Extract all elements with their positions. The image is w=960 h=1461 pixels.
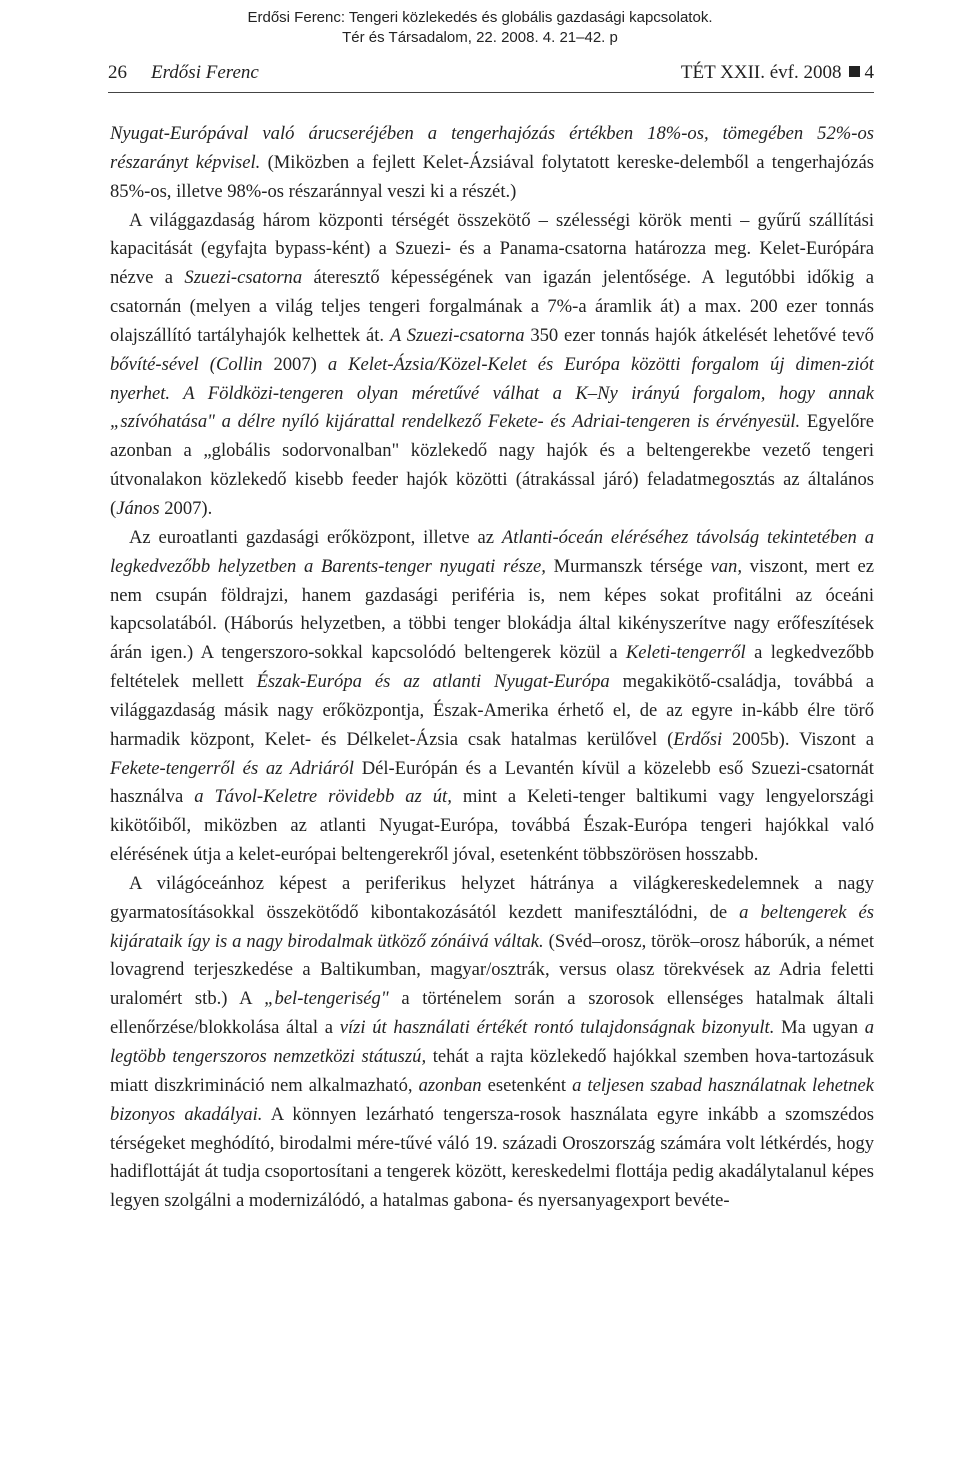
text-run: esetenként	[481, 1074, 573, 1096]
italic-run: János	[116, 497, 160, 519]
text-run: tehát a rajta közlekedő hajókkal szemben hova-tartozásuk miatt diszkrimináció nem alkalmazható,	[110, 1046, 874, 1096]
article-body	[110, 120, 874, 1216]
text-run: mint a Keleti-tenger baltikumi vagy lengyelországi kikötőiből, miközben az atlanti Nyugat-Európa, továbbá Észak-Európa tengeri hajókkal való elérésének útja a kelet-európai beltengerekről jóval, esetenként többszörösen hosszabb.	[110, 786, 875, 866]
text-run: A világgazdaság három központi térségét összekötő – szélességi körök menti – gyűrű szállítási kapacitását (egyfajta bypass-ként) a Szuezi- és a Panama-csatorna határozza meg. Kelet-Európára nézve a	[110, 209, 874, 289]
text-run: a legkedvezőbb feltételek mellett	[110, 642, 874, 693]
paragraph-3	[110, 524, 874, 870]
text-run: Murmanszk térsége	[545, 555, 711, 577]
header-journal: TÉT XXII. évf. 2008	[680, 62, 842, 83]
italic-run: Keleti-tengerről	[625, 642, 746, 664]
italic-run: van,	[710, 555, 742, 577]
text-run: (Miközben a fejlett Kelet-Ázsiával folytatott kereske-delemből a tengerhajózás 85%-os, illetve 98%-os részaránnyal veszi ki a részét.)	[110, 151, 874, 202]
italic-run: a Távol-Keletre rövidebb az út,	[194, 786, 452, 808]
text-run: Dél-Európán és a Levantén kívül a közelebb eső Szuezi-csatornát használva	[110, 757, 874, 808]
text-run: 2005b). Viszont a	[722, 728, 874, 750]
italic-run: a legtöbb tengerszoros nemzetközi státuszú,	[110, 1017, 874, 1067]
italic-run: Fekete-tengerről és az Adriáról	[110, 757, 354, 779]
running-header-right	[681, 62, 874, 84]
header-author: Erdősi Ferenc	[151, 62, 259, 83]
italic-run: a beltengerek és kijárataik így is a nagy birodalmak ütköző zónáivá váltak.	[110, 901, 874, 952]
citation-line-1: Erdősi Ferenc: Tengeri közlekedés és globális gazdasági kapcsolatok.	[247, 9, 713, 26]
text-run: Egyelőre azonban a „globális sodorvonalban" közlekedő nagy hajók és a beltengerekbe vezető tengeri útvonalakon közlekedő kisebb feeder hajók közötti (átrakással járó) feladatmegosztás az általános (	[110, 411, 874, 519]
citation-block	[0, 8, 960, 48]
square-bullet-icon	[849, 66, 860, 77]
text-run: megakikötő-családja, továbbá a világgazdaság másik nagy erőközpontja, Észak-Amerika érhető el, de az egyre in-kább élre törő harmadik központ, Kelet- és Délkelet-Ázsia csak hatalmas kerülővel (	[110, 671, 875, 750]
paragraph-4	[110, 870, 874, 1216]
text-run: a történelem során a szorosok ellenséges hatalmak általi ellenőrzése/blokkolása által a	[110, 988, 874, 1039]
text-run: 2007).	[159, 497, 213, 519]
italic-run: bővíté-sével (Collin	[110, 353, 263, 375]
running-header-left	[108, 62, 259, 84]
text-run: A világóceánhoz képest a periferikus helyzet hátránya a világkereskedelemnek a nagy gyarmatosításokkal összekötődő kibontakozásától kezdett manifesztálódni, de	[110, 872, 874, 923]
text-run: 2007)	[262, 353, 328, 375]
italic-run: a teljesen szabad használatnak lehetnek bizonyos akadályai.	[110, 1074, 874, 1125]
italic-run: Észak-Európa és az atlanti Nyugat-Európa	[256, 671, 610, 693]
italic-run: a Kelet-Ázsia/Közel-Kelet és Európa közötti forgalom új dimen-ziót nyerhet. A Földközi-tengeren olyan méretűvé válhat a K–Ny irányú forgalom, hogy annak „szívóhatása" a délre nyíló kijárattal rendelkező Fekete- és Adriai-tengeren is érvényesül.	[110, 353, 874, 433]
page-number: 26	[108, 62, 127, 83]
header-issue: 4	[864, 62, 874, 83]
text-run: áteresztő képességének van igazán jelentősége. A legutóbbi időkig a csatornán (melyen a világ teljes tengeri forgalmának a 7%-a áramlik át) a max. 200 ezer tonnás olajszállító tartályhajók kelhettek át.	[110, 267, 874, 346]
citation-line-2: Tér és Társadalom, 22. 2008. 4. 21–42. p	[342, 29, 618, 46]
italic-run: Erdősi	[673, 728, 723, 750]
running-header	[108, 62, 874, 93]
italic-run: Atlanti-óceán eléréséhez távolság tekintetében a legkedvezőbb helyzetben a Barents-tenger nyugati része,	[110, 526, 874, 577]
italic-run: vízi út használati értékét rontó tulajdonságnak bizonyult.	[339, 1017, 775, 1039]
text-run: Az euroatlanti gazdasági erőközpont, illetve az	[129, 526, 502, 548]
text-run: (Svéd–orosz, török–orosz háborúk, a német lovagrend terjeszkedése a Baltikumban, magyar/osztrák, versus olasz törekvések az Adria feletti uralomért stb.) A	[110, 930, 874, 1010]
italic-run: A Szuezi-csatorna	[389, 324, 525, 346]
text-run: A könnyen lezárható tengersza-rosok használata egyre inkább a szomszédos térségeket meghódító, birodalmi mére-tűvé váló 19. századi Oroszország számára volt létkérdés, hogy hadiflottáját át tudja csoportosítani a tengerek között, kereskedelmi flottája pedig akadálytalanul képes legyen szolgálni a modernizálódó, a hatalmas gabona- és nyersanyagexport bevéte-	[110, 1103, 875, 1212]
text-run: 350 ezer tonnás hajók átkelését lehetővé tevő	[524, 324, 874, 346]
italic-run: Szuezi-csatorna	[184, 267, 303, 289]
paragraph-2	[110, 207, 874, 524]
paragraph-1	[110, 120, 874, 207]
text-run: viszont, mert ez nem csupán földrajzi, hanem gazdasági periféria is, nem képes sokat profitálni az óceáni kapcsolatából. (Háborús helyzetben, a többi tenger blokádja által kikényszerítve nagy erőfeszítések árán igen.) A tengerszoro-sokkal kapcsolódó beltengerek közül a	[110, 555, 875, 664]
italic-run: „bel-tengeriség"	[264, 988, 389, 1010]
italic-run: azonban	[418, 1074, 482, 1096]
text-run: Ma ugyan	[774, 1017, 865, 1039]
italic-run: Nyugat-Európával való árucseréjében a tengerhajózás értékben 18%-os, tömegében 52%-os részarányt képvisel.	[110, 123, 874, 173]
